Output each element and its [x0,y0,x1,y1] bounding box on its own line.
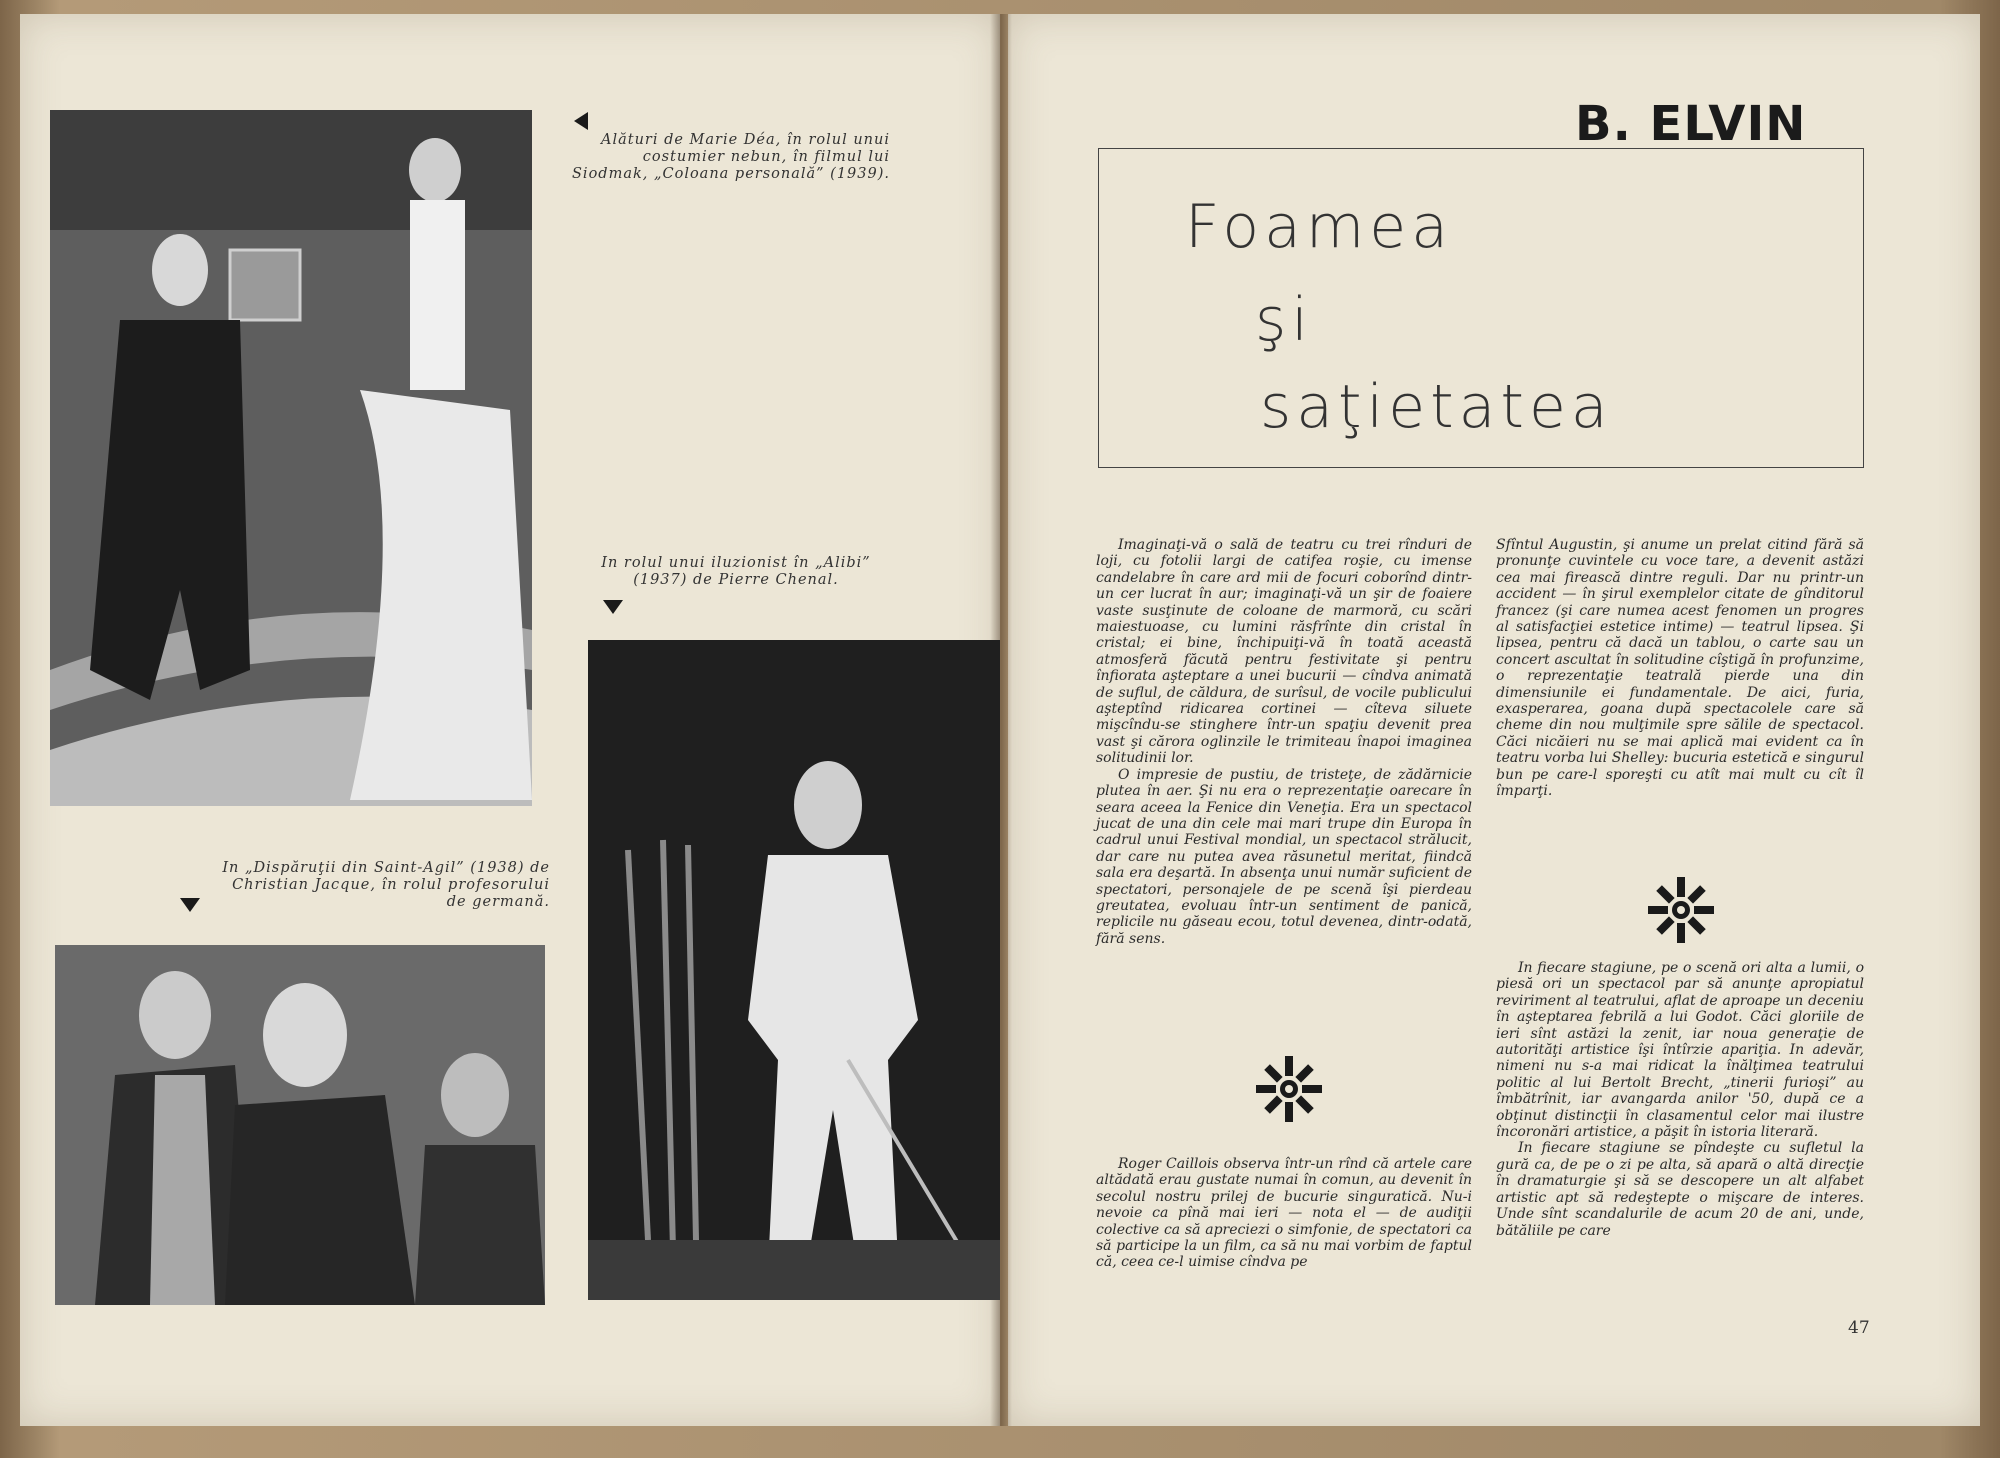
photo-2-illustration [588,640,1000,1300]
photo-costumier-scene [50,110,532,806]
photo-1-illustration [50,110,532,806]
paragraph: In fiecare stagiune, pe o scenă ori alta a lumii, o piesă ori un spectacol par să anunţe apropiatul reviriment al teatrului, aflat de aproape un deceniu în aşteptarea febrilă a lui Godot. Căci gloriile de ieri sînt astăzi la zenit, iar noua generaţie de autorităţi artistice îşi întîrzie apariţia. In adevăr, nimeni nu s-a mai ridicat la înălţimea teatrului politic al lui Bertolt Brecht, „tinerii furioşi” au îmbătrînit, iar avangarda anilor '50, după ce a obţinut distincţii în clasamentul celor mai ilustre încoronări artistice, a păşit în istoria literară. [1496,960,1864,1141]
photo-illusionist-stage [588,640,1000,1300]
snowflake-ornament-icon [1254,1054,1324,1124]
article-column-2-continued [1496,960,1864,1239]
photo-caption-2: In rolul unui iluzionist în „Alibi” (1937) de Pierre Chenal. [601,555,871,588]
photo-caption-1: Alături de Marie Déa, în rolul unui costumier nebun, în filmul lui Siodmak, „Coloana personală” (1939). [572,132,890,182]
paragraph: O impresie de pustiu, de tristeţe, de zădărnicie plutea în aer. Şi nu era o reprezentaţie oarecare în seara aceea la Fenice din Veneţia. Era un spectacol jucat de una din cele mai mari trupe din Europa în cadrul unui Festival mondial, un spectacol strălucit, dar care nu putea avea răsunetul meritat, fiindcă sala era deşartă. In absenţa unui număr suficient de spectatori, personajele de pe scenă îşi pierdeau greutatea, evoluau într-un sentiment de panică, replicile nu găseau ecou, totul devenea, dintr-odată, fără sens. [1096,766,1472,947]
paragraph: Imaginaţi-vă o sală de teatru cu trei rînduri de loji, cu fotolii largi de catifea roşie, cu imense candelabre în care ard mii de focuri coborînd dintr-un cer lucrat în aur; imaginaţi-vă un şir de foaiere vaste susţinute de coloane de marmoră, cu scări maiestuoase, cu lumini răsfrînte din cristal în cristal; ei bine, închipuiţi-vă în toată această atmosferă făcută pentru festivitate şi pentru înfiorata aşteptare a unei bucurii — cîndva animată de suflul, de căldura, de surîsul, de vocile publicului aşteptînd ridicarea cortinei — cîteva siluete mişcîndu-se stinghere într-un spaţiu devenit prea vast şi cărora oglinzile le trimiteau înapoi imaginea solitudinii lor. [1096,537,1472,767]
article-column-1-continued [1096,1156,1472,1271]
triangle-pointer-icon [574,112,588,130]
author-name: B. ELVIN [1575,96,1807,152]
article-title-line-1: Foamea [1185,192,1453,262]
photo-professor-scene [55,945,545,1305]
paragraph: In fiecare stagiune se pîndeşte cu sufletul la gură ca, de pe o zi pe alta, să apară o altă direcţie în dramaturgie şi să se descopere un alt alfabet artistic apt să redeştepte o mişcare de interes. Unde sînt scandalurile de acum 20 de ani, unde, bătăliile pe care [1496,1140,1864,1239]
triangle-pointer-icon [603,600,623,614]
triangle-pointer-icon [180,898,200,912]
snowflake-ornament-icon [1646,875,1716,945]
photo-3-illustration [55,945,545,1305]
article-column-1 [1096,537,1472,947]
paragraph: Roger Caillois observa într-un rînd că artele care altădată erau gustate numai în comun, au devenit în secolul nostru prilej de bucurie singuratică. Nu-i nevoie ca pînă mai ieri — nota el — de audiţii colective ca să apreciezi o simfonie, de spectatori ca să participe la un film, ca să nu mai vorbim de faptul că, ceea ce-l uimise cîndva pe [1096,1156,1472,1271]
article-title-line-3: saţietatea [1260,372,1613,442]
article-column-2 [1496,537,1864,800]
article-title-line-2: şi [1255,285,1313,355]
photo-caption-3: In „Dispăruţii din Saint-Agil” (1938) de Christian Jacque, în rolul profesorului de germană. [222,860,550,910]
page-number: 47 [1848,1318,1870,1338]
paragraph: Sfîntul Augustin, şi anume un prelat citind fără să pronunţe cuvintele cu voce tare, a devenit astăzi cea mai firească dintre reguli. Dar nu printr-un accident — în şirul exemplelor citate de gînditorul francez (şi care numea acest fenomen un progres al satisfacţiei estetice intime) — teatrul lipsea. Şi lipsea, pentru că dacă un tablou, o carte sau un concert ascultat în solitudine cîştigă în profunzime, o reprezentaţie teatrală pierde una din dimensiunile ei fundamentale. De aici, furia, exasperarea, goana după spectacolele care să cheme din nou mulţimile spre sălile de spectacol. Căci nicăieri nu se mai aplică mai evident ca în teatru vorba lui Shelley: bucuria estetică e singurul bun pe care-l sporeşti cu atît mai mult cu cît îl împarţi. [1496,537,1864,800]
